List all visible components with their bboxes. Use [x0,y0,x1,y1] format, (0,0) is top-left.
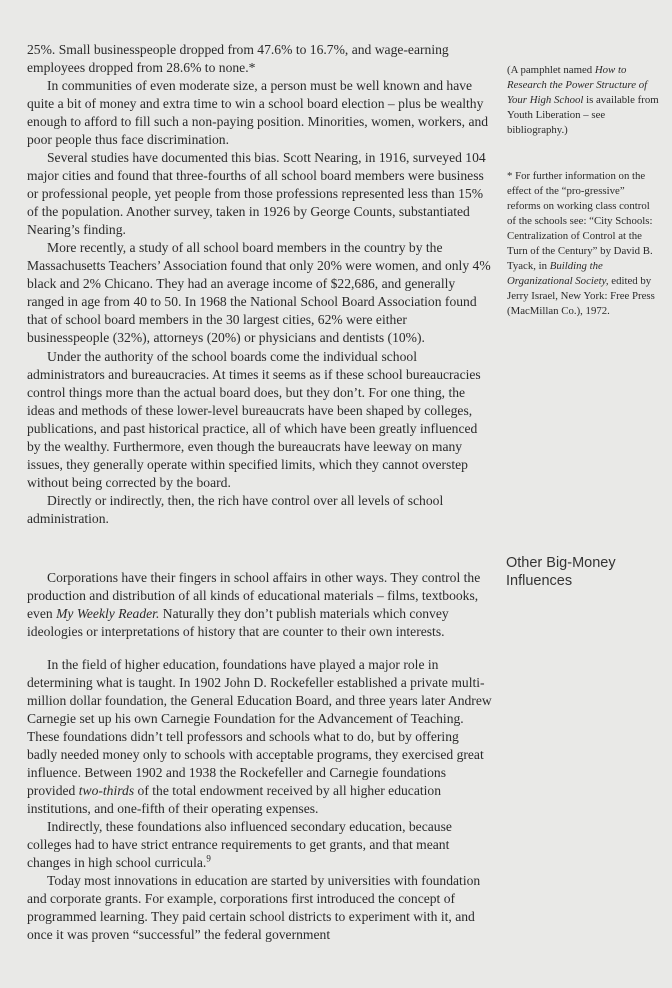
paragraph: In communities of even moderate size, a person must be well known and have quite a bit of money and extra time to win a school board election – plus be wealthy enough to afford to fill such a non-paying position. Minorities, women, workers, and poor people thus face discrimination. [27,78,489,147]
sidebar-note-footnote [507,169,659,319]
sidebar-note-pamphlet [507,63,659,138]
paragraph: Today most innovations in education are started by universities with foundation and corporate grants. For example, corporations first introduced the concept of programmed learning. They paid certain school districts to experiment with it, and once it was proven “successful” the federal government [27,873,481,942]
paragraph: Several studies have documented this bias. Scott Nearing, in 1916, surveyed 104 major cities and found that three-fourths of all school board members were business or professional people, yet people from those professions represented less than 15% of the population. Another survey, taken in 1926 by George Counts, substantiated Nearing’s finding. [27,150,486,237]
paragraph: Under the authority of the school boards come the individual school administrators and bureaucracies. At times it seems as if these school bureaucracies control things more than the actual board does, but they don’t. For one thing, the ideas and methods of these lower-level bureaucrats have been shaped by colleges, publications, and past historical practice, all of which have been greatly influenced by the wealthy. Furthermore, even though the bureaucrats have leeway on many issues, they generally operate within specified limits, which they cannot overstep without being corrected by the board. [27,349,481,490]
paragraph: More recently, a study of all school board members in the country by the Massachusetts Teachers’ Association found that only 20% were women, and only 4% black and 2% Chicano. They had an average income of $22,686, and generally ranged in age from 40 to 50. In 1968 the National School Board Association found that of school board members in the 30 largest cities, 62% were either businesspeople (32%), attorneys (20%) or physicians and dentists (10%). [27,240,491,345]
text-run: edited by Jerry Israel, New York: Free Press (MacMillan Co.), 1972. [507,275,655,317]
main-column [27,348,492,528]
main-column [27,569,492,641]
text-run: Naturally they don’t publish materials which convey ideologies or interpretations of history that are counter to their own interests. [27,606,449,639]
text-run-italic: two-thirds [78,783,135,798]
text-run: * For further information on the effect of the “pro-gressive” reforms on working class control of the schools see: “City Schools: Centralization of Control at the Turn of the Century” by David B. Tyack, in [507,170,653,272]
text-run: In the field of higher education, foundations have played a major role in determining what is taught. In 1902 John D. Rockefeller established a private multi-million dollar foundation, the General Education Board, and three years later Andrew Carnegie set up his own Carnegie Foundation for the Advancement of Teaching. These foundations didn’t tell professors and schools what to do, but by offering badly needed money only to schools with acceptable programs, they exercised great influence. Between 1902 and 1938 the Rockefeller and Carnegie foundations provided [27,657,492,798]
section-heading: Other Big-Money Influences [506,555,616,589]
main-column [27,41,492,347]
paragraph: Directly or indirectly, then, the rich have control over all levels of school administration. [27,493,444,526]
text-run-italic: How to Research the Power Structure of Your High School [507,64,648,106]
text-run-italic: My Weekly Reader. [56,606,160,621]
text-run: is available from Youth Liberation – see bibliography.) [507,94,659,136]
text-run: of the total endowment received by all higher education institutions, and one-fifth of their operating expenses. [27,783,442,816]
note-text [507,169,659,319]
text-run: Corporations have their fingers in school affairs in other ways. They control the production and distribution of all kinds of educational materials – films, textbooks, even [27,570,481,621]
paragraph [27,569,492,641]
text-run-italic: Building the Organizational Society, [507,260,609,287]
note-text [507,63,659,138]
footnote-ref: 9 [206,853,211,864]
main-column [27,656,492,944]
paragraph: 25%. Small businesspeople dropped from 47.6% to 16.7%, and wage-earning employees dropped from 28.6% to none.* [27,42,449,75]
text-run: (A pamphlet named [507,64,595,76]
paragraph [27,818,492,872]
text-run: Indirectly, these foundations also influenced secondary education, because colleges had to have strict entrance requirements to get grants, and that meant changes in high school curricula. [27,819,452,870]
paragraph [27,656,492,818]
